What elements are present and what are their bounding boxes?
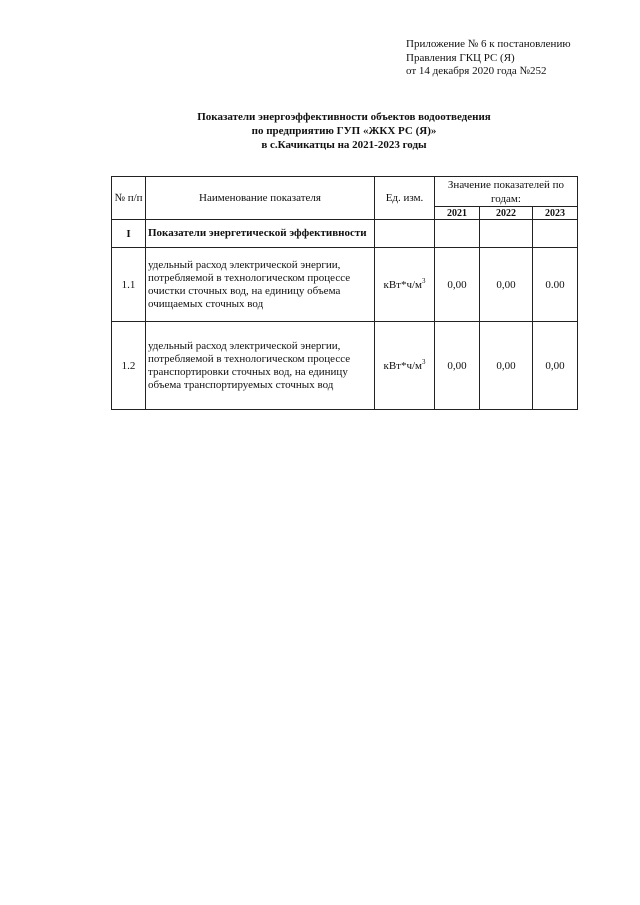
header-year-2021: 2021 bbox=[435, 207, 480, 220]
section-value-empty-3 bbox=[533, 220, 578, 248]
row-value-2023: 0.00 bbox=[533, 248, 578, 322]
section-name: Показатели энергетической эффективности bbox=[146, 220, 375, 248]
row-value-2021: 0,00 bbox=[435, 322, 480, 410]
section-row bbox=[112, 220, 578, 248]
row-num: 1.1 bbox=[112, 248, 146, 322]
unit-exponent: 3 bbox=[422, 357, 426, 366]
title-line-3: в с.Качикатцы на 2021-2023 годы bbox=[261, 139, 427, 151]
header-name: Наименование показателя bbox=[146, 177, 375, 220]
header-year-2022: 2022 bbox=[480, 207, 533, 220]
indicators-table bbox=[111, 176, 578, 410]
header-num: № п/п bbox=[112, 177, 146, 220]
appendix-line-1: Приложение № 6 к постановлению bbox=[406, 38, 571, 50]
row-unit bbox=[375, 248, 435, 322]
title-line-2: по предприятию ГУП «ЖКХ РС (Я)» bbox=[251, 125, 437, 137]
section-value-empty-1 bbox=[435, 220, 480, 248]
row-value-2022: 0,00 bbox=[480, 248, 533, 322]
section-num: I bbox=[112, 220, 146, 248]
appendix-reference bbox=[406, 38, 571, 79]
table-row bbox=[112, 248, 578, 322]
section-value-empty-2 bbox=[480, 220, 533, 248]
row-value-2022: 0,00 bbox=[480, 322, 533, 410]
row-name: удельный расход электрической энергии, потребляемой в технологическом процессе транспортировки сточных вод, на единицу объема транспортируемых сточных вод bbox=[146, 322, 375, 410]
row-value-2021: 0,00 bbox=[435, 248, 480, 322]
row-num: 1.2 bbox=[112, 322, 146, 410]
row-unit bbox=[375, 322, 435, 410]
header-row bbox=[112, 177, 578, 207]
header-unit: Ед. изм. bbox=[375, 177, 435, 220]
unit-base: кВт*ч/м bbox=[383, 359, 423, 372]
unit-base: кВт*ч/м bbox=[383, 278, 423, 291]
header-values-group: Значение показателей по годам: bbox=[435, 177, 578, 207]
table-row bbox=[112, 322, 578, 410]
appendix-line-3: от 14 декабря 2020 года №252 bbox=[406, 65, 547, 77]
document-title bbox=[0, 110, 640, 152]
row-name: удельный расход электрической энергии, потребляемой в технологическом процессе очистки сточных вод, на единицу объема очищаемых сточных вод bbox=[146, 248, 375, 322]
row-value-2023: 0,00 bbox=[533, 322, 578, 410]
title-line-1: Показатели энергоэффективности объектов водоотведения bbox=[197, 111, 491, 123]
header-year-2023: 2023 bbox=[533, 207, 578, 220]
appendix-line-2: Правления ГКЦ РС (Я) bbox=[406, 51, 515, 64]
section-unit-empty bbox=[375, 220, 435, 248]
unit-exponent: 3 bbox=[422, 276, 426, 285]
